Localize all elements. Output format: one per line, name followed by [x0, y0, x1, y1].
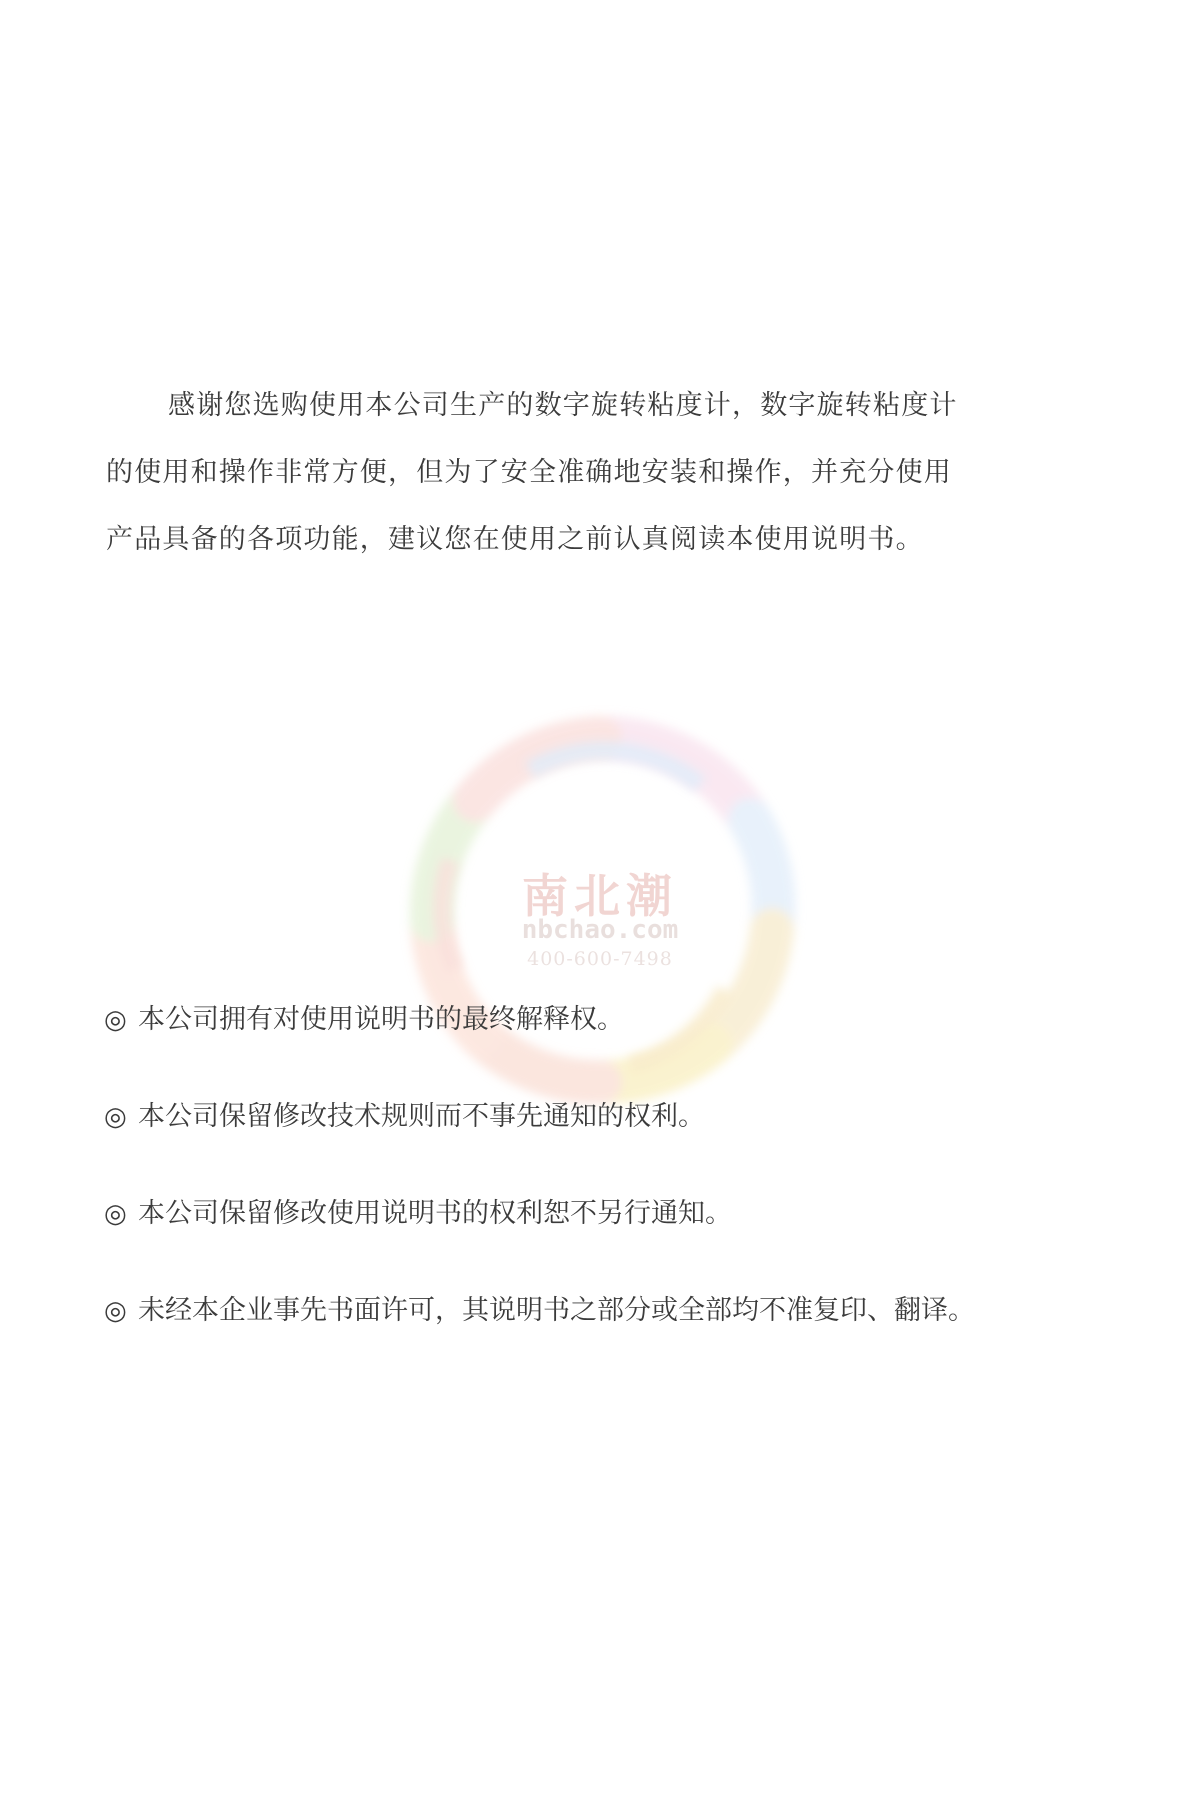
list-item [104, 1281, 1104, 1378]
notice-text: 本公司拥有对使用说明书的最终解释权。 [138, 1004, 624, 1035]
list-item [104, 1087, 1104, 1184]
list-item [104, 990, 1104, 1087]
bullet-icon: ◎ [104, 1296, 127, 1326]
bullet-icon: ◎ [104, 1005, 127, 1035]
notice-text: 未经本企业事先书面许可，其说明书之部分或全部均不准复印、翻译。 [138, 1295, 975, 1326]
list-item [104, 1184, 1104, 1281]
bullet-icon: ◎ [104, 1102, 127, 1132]
intro-line: 的使用和操作非常方便，但为了安全准确地安装和操作，并充分使用 [106, 457, 952, 488]
notice-text: 本公司保留修改技术规则而不事先通知的权利。 [138, 1101, 705, 1132]
watermark-phone: 400-600-7498 [527, 948, 673, 970]
intro-paragraph [106, 372, 1066, 573]
watermark-site: nbchao.com [521, 915, 679, 945]
intro-line: 产品具备的各项功能，建议您在使用之前认真阅读本使用说明书。 [106, 524, 924, 555]
watermark-brand: 南北潮 [522, 869, 678, 923]
notice-text: 本公司保留修改使用说明书的权利恕不另行通知。 [138, 1198, 732, 1229]
bullet-icon: ◎ [104, 1199, 127, 1229]
intro-line: 感谢您选购使用本公司生产的数字旋转粘度计，数字旋转粘度计 [168, 390, 958, 421]
notice-list [104, 990, 1104, 1378]
